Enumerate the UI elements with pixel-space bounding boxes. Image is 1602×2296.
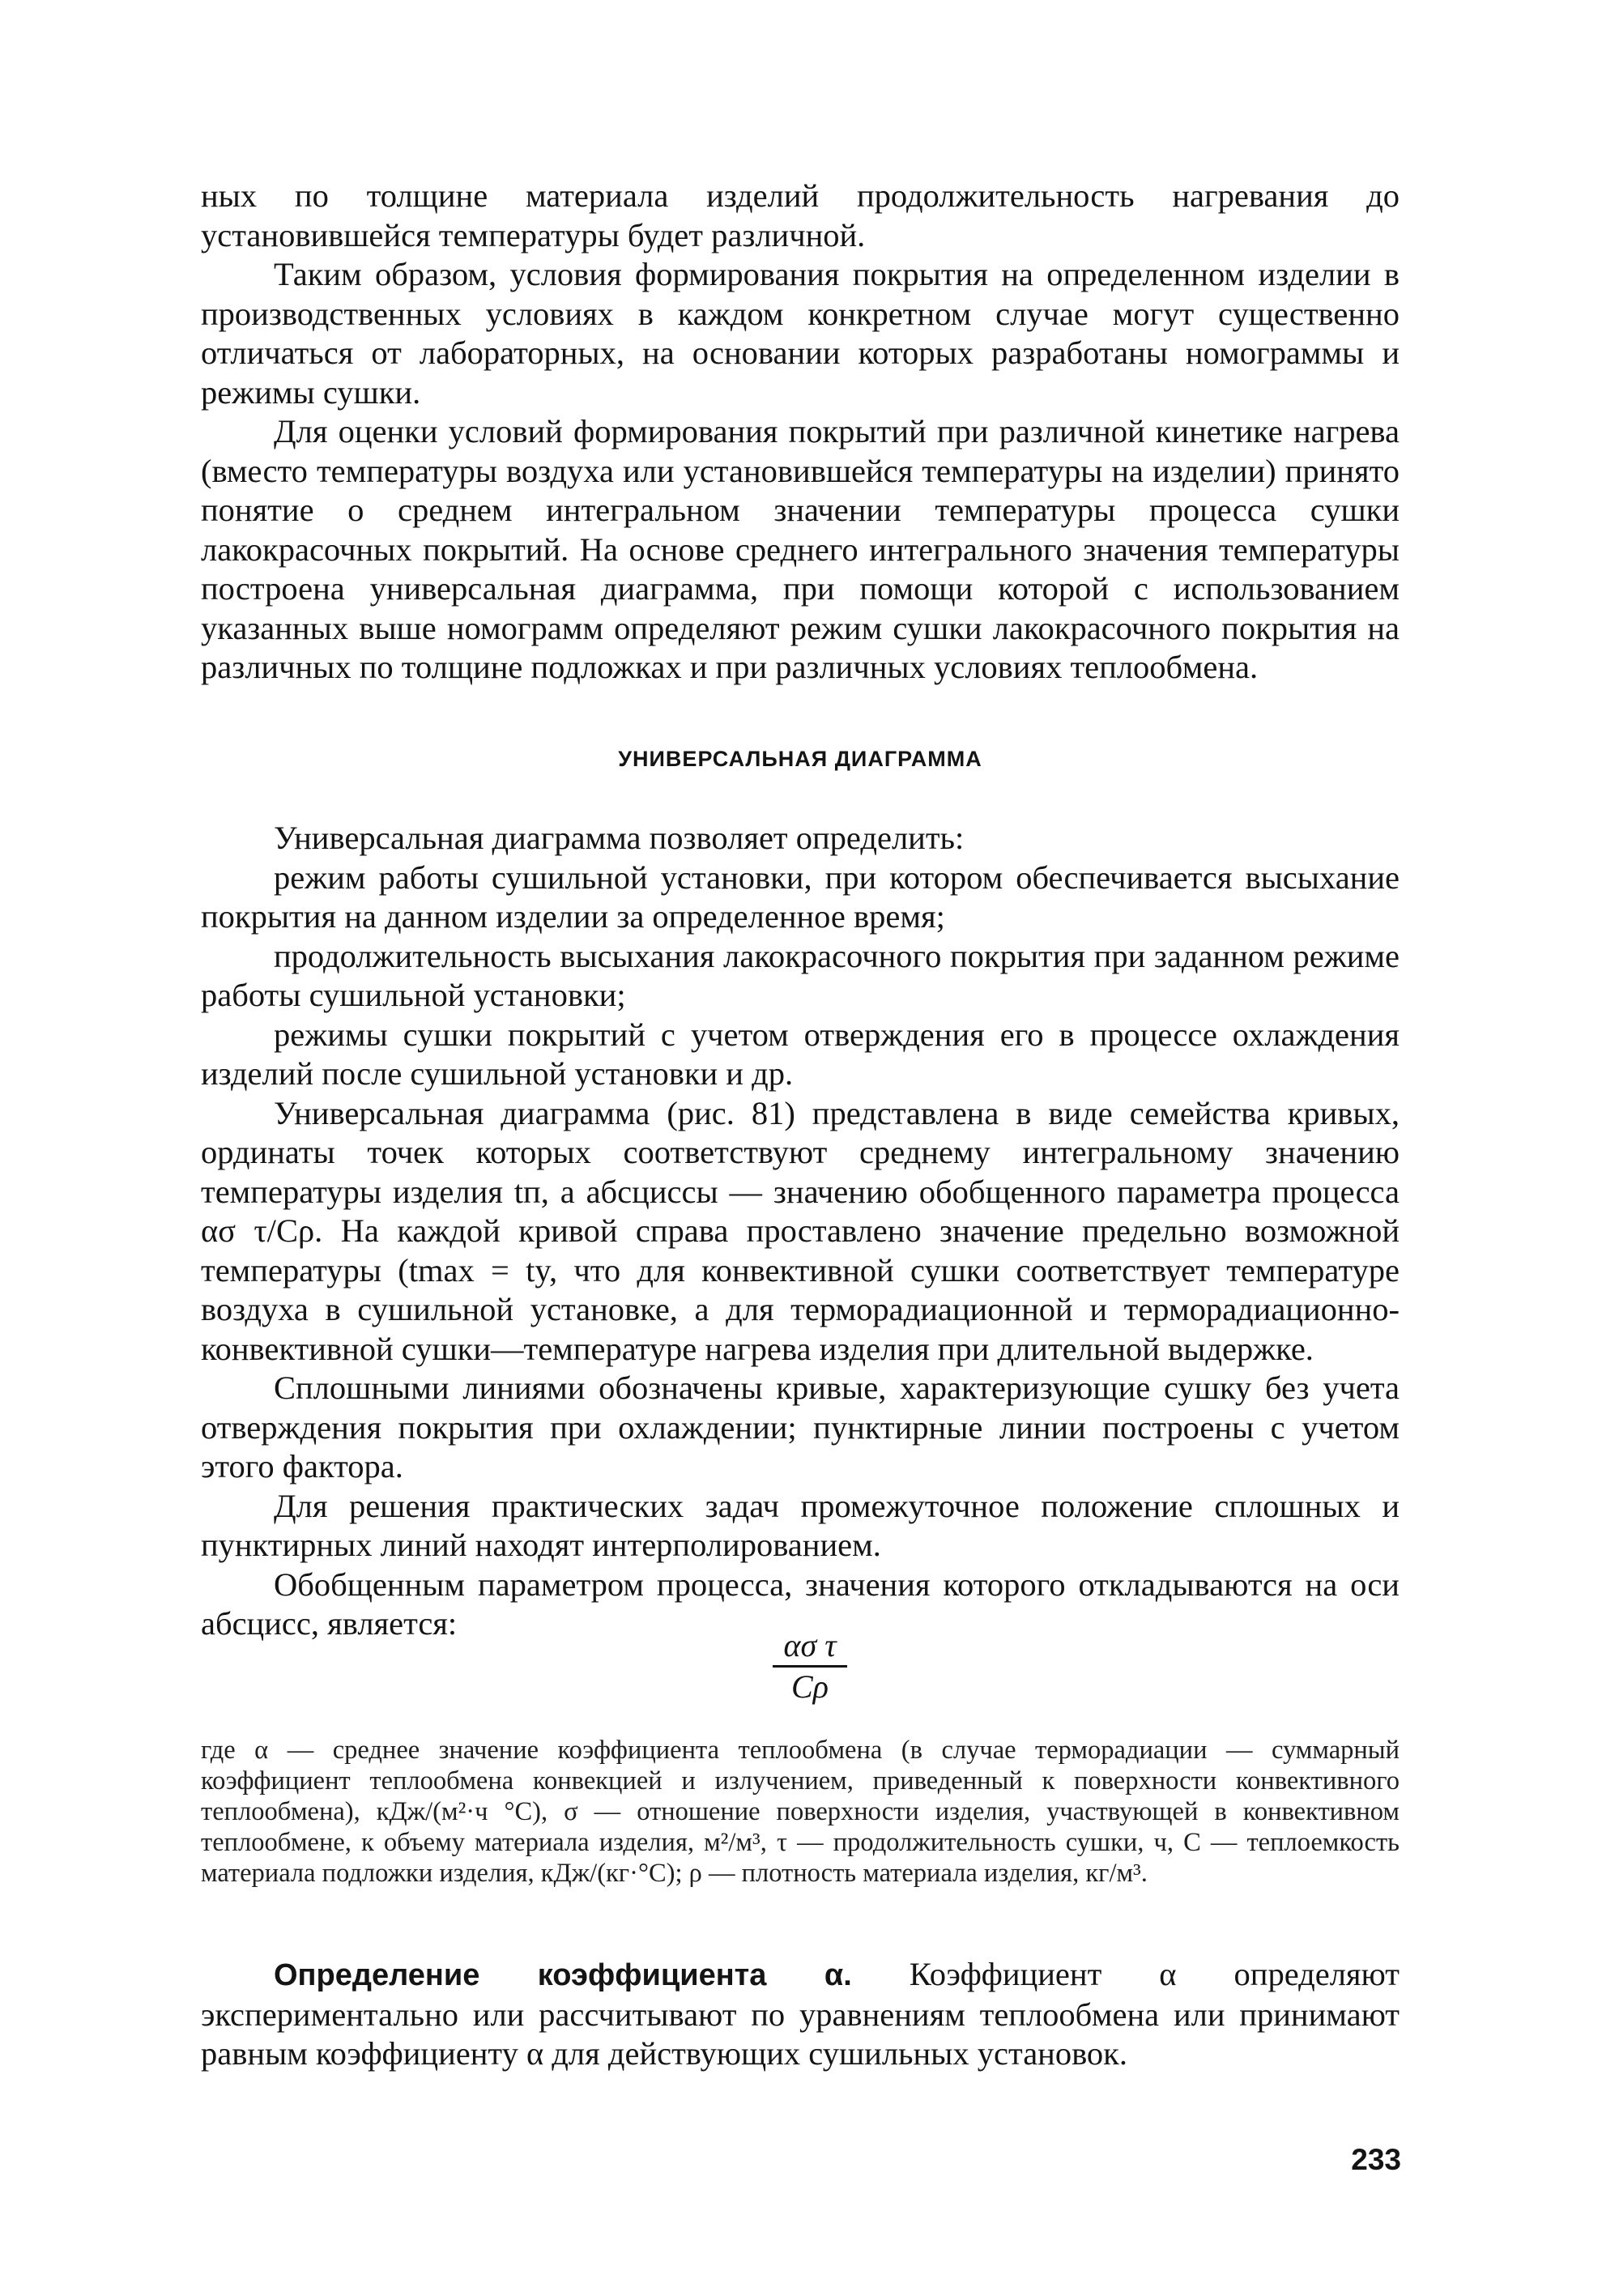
intro-text (201, 177, 1400, 688)
page-number: 233 (1351, 2143, 1401, 2176)
run-in-heading: Определение коэффициента α. (274, 1958, 852, 1992)
formula-numerator: ασ τ (783, 1627, 837, 1663)
paragraph-diagram-allows: Универсальная диаграмма позволяет определить: (274, 820, 965, 856)
section-heading: УНИВЕРСАЛЬНАЯ ДИАГРАММА (618, 747, 982, 771)
list-item: продолжительность высыхания лакокрасочного покрытия при заданном режиме работы сушильной установки; (201, 937, 1400, 1013)
paragraph-solid-lines: Сплошными линиями обозначены кривые, характеризующие сушку без учета отверждения покрытия при охлаждении; пунктирные линии построены с учетом этого фактора. (201, 1370, 1400, 1485)
list-item: режим работы сушильной установки, при котором обеспечивается высыхание покрытия на данном изделии за определенное время; (201, 858, 1400, 935)
section-text (201, 819, 1400, 1644)
list-item: режимы сушки покрытий с учетом отверждения его в процессе охлаждения изделий после сушильной установки и др. (201, 1016, 1400, 1092)
formula-denominator: Cρ (791, 1668, 829, 1705)
paragraph-diagram-description: Универсальная диаграмма (рис. 81) представлена в виде семейства кривых, ординаты точек которых соответствуют среднему интегральному значению температуры изделия tп, а абсциссы — значению обобщенного параметра процесса ασ τ/Cρ. На каждой кривой справа проставлено значение предельно возможной температуры (tmax = ty, что для конвективной сушки соответствует температуре воздуха в сушильной установке, а для терморадиационной и терморадиационно-конвективной сушки—температуре нагрева изделия при длительной выдержке. (201, 1094, 1400, 1367)
formula-fraction (729, 1628, 891, 1705)
paragraph-generalized-parameter: Обобщенным параметром процесса, значения которого откладываются на оси абсцисс, является: (201, 1565, 1400, 1642)
paragraph-continuation: ных по толщине материала изделий продолжительность нагревания до установившейся температуры будет различной. (201, 177, 1400, 253)
footnote-definitions: где α — среднее значение коэффициента теплообмена (в случае терморадиации — суммарный коэффициент теплообмена конвекцией и излучением, приведенный к поверхности конвективного теплообмена), кДж/(м²·ч °С), σ — отношение поверхности изделия, участвующей в конвективном теплообмене, к объему материала изделия, м²/м³, τ — продолжительность сушки, ч, С — теплоемкость материала подложки изделия, кДж/(кг·°С); ρ — плотность материала изделия, кг/м³. (201, 1736, 1400, 1888)
paragraph-alpha-definition (201, 1955, 1400, 2074)
paragraph-interpolation: Для решения практических задач промежуточное положение сплошных и пунктирных линий находят интерполированием. (201, 1487, 1400, 1563)
paragraph-conditions: Таким образом, условия формирования покрытия на определенном изделии в производственных условиях в каждом конкретном случае могут существенно отличаться от лабораторных, на основании которых разработаны номограммы и режимы сушки. (201, 256, 1400, 411)
paragraph-integral-temperature: Для оценки условий формирования покрытий при различной кинетике нагрева (вместо температуры воздуха или установившейся температуры на изделии) принято понятие о среднем интегральном значении температуры процесса сушки лакокрасочных покрытий. На основе среднего интегрального значения температуры построена универсальная диаграмма, при помощи которой с использованием указанных выше номограмм определяют режим сушки лакокрасочного покрытия на различных по толщине подложках и при различных условиях теплообмена. (201, 413, 1400, 685)
paragraph-alpha-text: Коэффициент α определяют экспериментально или рассчитывают по уравнениям теплообмена или принимают равным коэффициенту α для действующих сушильных установок. (201, 1956, 1400, 2072)
